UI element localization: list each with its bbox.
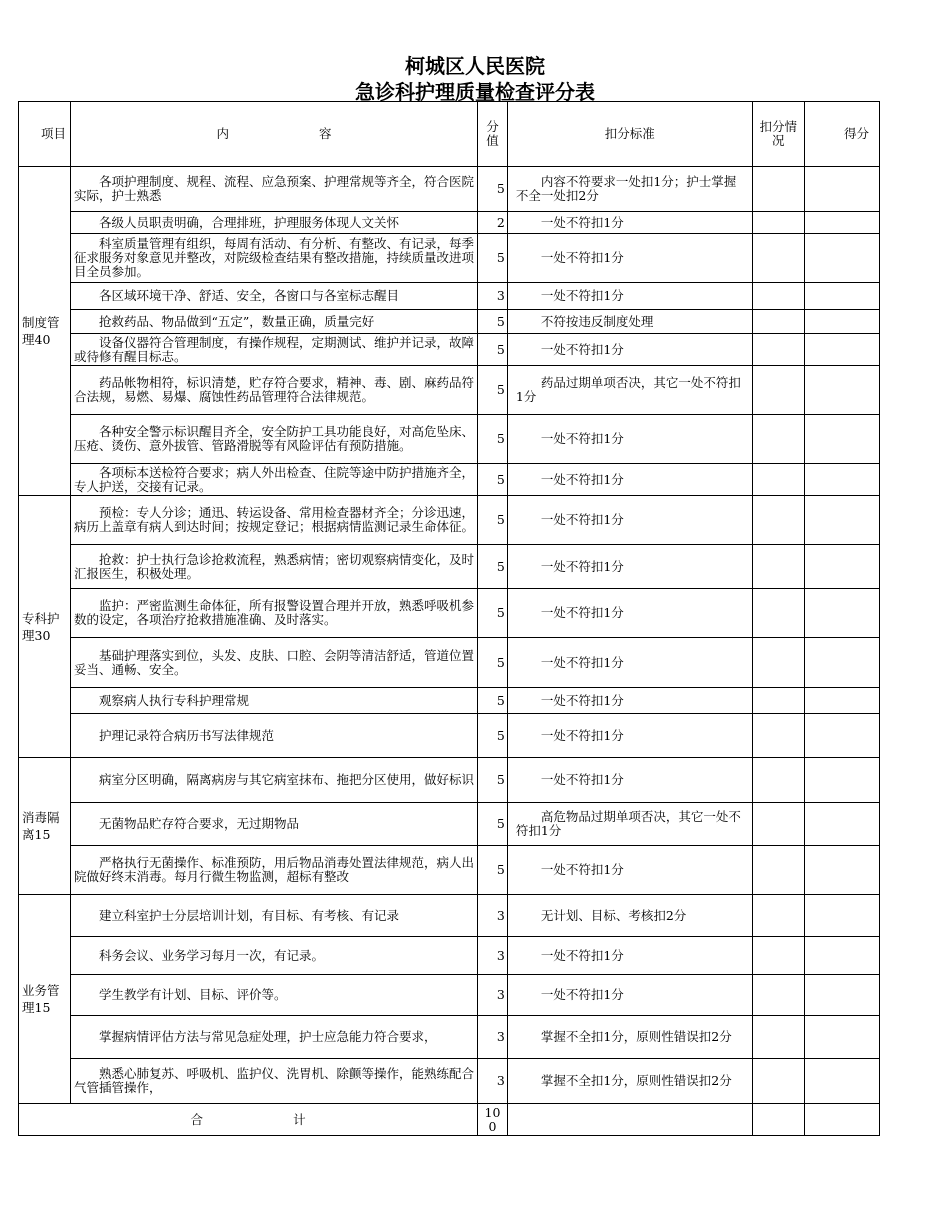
row-standard [507,212,752,234]
row-deduct-cell[interactable] [752,464,804,496]
row-got-cell[interactable] [804,1016,879,1059]
table-row [19,1059,880,1104]
row-standard [507,975,752,1016]
row-score: 5 [478,234,508,283]
header-deduct: 扣分情况 [752,102,804,167]
row-deduct-cell[interactable] [752,167,804,212]
row-got-cell[interactable] [804,167,879,212]
row-content: 预检：专人分诊；通迅、转运设备、常用检查器材齐全；分诊迅速，病历上盖章有病人到达时间；按规定登记；根据病情监测记录生命体征。 [70,496,477,545]
row-score: 5 [478,366,508,415]
row-deduct-cell[interactable] [752,366,804,415]
row-got-cell[interactable] [804,975,879,1016]
row-standard-text: 一处不符扣1分 [540,772,624,787]
row-deduct-cell[interactable] [752,334,804,366]
section-category: 业务管理15 [19,895,71,1104]
table-row [19,545,880,589]
row-standard [507,895,752,937]
row-standard [507,415,752,464]
row-deduct-cell[interactable] [752,310,804,334]
row-standard [507,688,752,714]
row-standard-text: 一处不符扣1分 [540,947,624,963]
row-standard-text: 一处不符扣1分 [540,471,624,487]
row-standard [507,937,752,975]
row-got-cell[interactable] [804,803,879,846]
header-standard: 扣分标准 [507,102,752,167]
row-content: 药品帐物相符，标识清楚，贮存符合要求，精神、毒、剧、麻药品符合法规，易燃、易爆、腐蚀性药品管理符合法律规范。 [70,366,477,415]
row-standard [507,1059,752,1104]
row-standard-text: 一处不符扣1分 [540,727,624,743]
row-score: 5 [478,589,508,638]
row-score: 5 [478,803,508,846]
row-got-cell[interactable] [804,334,879,366]
row-score: 5 [478,415,508,464]
row-got-cell[interactable] [804,366,879,415]
row-deduct-cell[interactable] [752,937,804,975]
row-standard [507,846,752,895]
row-score: 5 [478,464,508,496]
row-deduct-cell[interactable] [752,1016,804,1059]
total-label-b: 计 [293,1111,306,1127]
row-content: 护理记录符合病历书写法律规范 [70,714,477,758]
row-content: 严格执行无菌操作、标准预防，用后物品消毒处置法律规范，病人出院做好终末消毒。每月行微生物监测，超标有整改 [70,846,477,895]
row-got-cell[interactable] [804,464,879,496]
row-score: 3 [478,895,508,937]
row-score: 5 [478,310,508,334]
table-row [19,937,880,975]
row-deduct-cell[interactable] [752,714,804,758]
row-content: 观察病人执行专科护理常规 [70,688,477,714]
row-standard-text: 一处不符扣1分 [540,250,624,265]
row-content: 各项标本送检符合要求；病人外出检查、住院等途中防护措施齐全，专人护送，交接有记录。 [70,464,477,496]
row-standard-text: 一处不符扣1分 [540,692,624,708]
row-score: 5 [478,334,508,366]
row-content: 各区域环境干净、舒适、安全，各窗口与各室标志醒目 [70,283,477,310]
total-label-a: 合 [190,1111,204,1127]
row-content: 科务会议、业务学习每月一次，有记录。 [70,937,477,975]
row-got-cell[interactable] [804,688,879,714]
row-standard-text: 一处不符扣1分 [540,341,624,357]
row-deduct-cell[interactable] [752,758,804,803]
row-score: 5 [478,638,508,688]
row-got-cell[interactable] [804,589,879,638]
row-deduct-cell[interactable] [752,234,804,283]
row-content: 熟悉心肺复苏、呼吸机、监护仪、洗胃机、除颤等操作，能熟练配合气管插管操作， [70,1059,477,1104]
row-deduct-cell[interactable] [752,895,804,937]
table-row [19,758,880,803]
row-content: 掌握病情评估方法与常见急症处理，护士应急能力符合要求， [70,1016,477,1059]
row-deduct-cell[interactable] [752,803,804,846]
row-standard-text: 一处不符扣1分 [540,654,624,670]
section-category: 制度管理40 [19,167,71,496]
row-score: 3 [478,1016,508,1059]
hospital-name: 柯城区人民医院 [405,54,545,78]
row-standard [507,366,752,415]
row-deduct-cell[interactable] [752,415,804,464]
table-row [19,310,880,334]
row-standard-text: 一处不符扣1分 [540,605,624,620]
row-got-cell[interactable] [804,234,879,283]
row-standard [507,638,752,688]
table-row [19,846,880,895]
total-got-cell[interactable] [804,1104,879,1136]
row-deduct-cell[interactable] [752,846,804,895]
row-got-cell[interactable] [804,846,879,895]
row-score: 3 [478,937,508,975]
table-row [19,167,880,212]
row-score: 3 [478,1059,508,1104]
row-deduct-cell[interactable] [752,975,804,1016]
table-row [19,496,880,545]
row-standard [507,545,752,589]
form-title: 急诊科护理质量检查评分表 [355,80,595,104]
total-standard-cell [507,1104,752,1136]
header-score: 分值 [478,102,508,167]
row-content: 建立科室护士分层培训计划，有目标、有考核、有记录 [70,895,477,937]
table-row [19,464,880,496]
table-row [19,803,880,846]
row-deduct-cell[interactable] [752,545,804,589]
total-score: 100 [478,1104,508,1136]
row-standard [507,310,752,334]
row-standard [507,234,752,283]
section-category: 专科护理30 [19,496,71,758]
row-got-cell[interactable] [804,415,879,464]
row-score: 5 [478,714,508,758]
score-table [18,101,880,1136]
row-content: 病室分区明确，隔离病房与其它病室抹布、拖把分区使用，做好标识 [70,758,477,803]
table-row [19,975,880,1016]
row-got-cell[interactable] [804,937,879,975]
row-standard-text: 一处不符扣1分 [540,862,624,877]
row-content: 设备仪器符合管理制度，有操作规程，定期测试、维护并记录，故障或待修有醒目标志。 [70,334,477,366]
row-score: 5 [478,758,508,803]
row-got-cell[interactable] [804,758,879,803]
row-content: 抢救药品、物品做到“五定”，数量正确，质量完好 [70,310,477,334]
row-deduct-cell[interactable] [752,496,804,545]
row-got-cell[interactable] [804,310,879,334]
row-standard [507,334,752,366]
total-row [19,1104,880,1136]
row-standard-text: 药品过期单项否决，其它一处不符扣1分 [515,375,741,404]
row-score: 5 [478,496,508,545]
row-score: 5 [478,545,508,589]
row-standard [507,589,752,638]
row-got-cell[interactable] [804,638,879,688]
row-score: 5 [478,846,508,895]
row-standard [507,758,752,803]
table-row [19,1016,880,1059]
row-standard [507,714,752,758]
row-content: 无菌物品贮存符合要求，无过期物品 [70,803,477,846]
row-got-cell[interactable] [804,545,879,589]
table-row [19,234,880,283]
row-standard-text: 一处不符扣1分 [540,214,624,230]
table-row [19,334,880,366]
row-deduct-cell[interactable] [752,283,804,310]
row-score: 2 [478,212,508,234]
table-row [19,366,880,415]
row-deduct-cell[interactable] [752,638,804,688]
row-content: 各项护理制度、规程、流程、应急预案、护理常规等齐全，符合医院实际，护士熟悉 [70,167,477,212]
row-standard-text: 掌握不全扣1分，原则性错误扣2分 [540,1029,732,1044]
row-got-cell[interactable] [804,714,879,758]
row-content: 监护：严密监测生命体征，所有报警设置合理并开放，熟悉呼吸机参数的设定，各项治疗抢救措施准确、及时落实。 [70,589,477,638]
row-standard [507,167,752,212]
row-content: 各级人员职责明确，合理排班，护理服务体现人文关怀 [70,212,477,234]
row-standard [507,283,752,310]
row-standard-text: 掌握不全扣1分，原则性错误扣2分 [540,1073,732,1088]
row-standard [507,1016,752,1059]
table-row [19,688,880,714]
row-standard [507,496,752,545]
row-score: 5 [478,167,508,212]
table-row [19,589,880,638]
row-standard [507,803,752,846]
row-got-cell[interactable] [804,496,879,545]
row-got-cell[interactable] [804,1059,879,1104]
row-standard-text: 无计划、目标、考核扣2分 [540,907,687,923]
row-standard-text: 一处不符扣1分 [540,288,624,303]
table-row [19,415,880,464]
row-standard-text: 一处不符扣1分 [540,558,624,574]
row-got-cell[interactable] [804,283,879,310]
row-standard-text: 内容不符要求一处扣1分；护士掌握不全一处扣2分 [515,174,737,203]
row-standard [507,464,752,496]
row-deduct-cell[interactable] [752,589,804,638]
row-score: 3 [478,283,508,310]
section-category: 消毒隔离15 [19,758,71,895]
row-standard-text: 一处不符扣1分 [540,431,624,446]
row-standard-text: 一处不符扣1分 [540,512,624,527]
row-got-cell[interactable] [804,895,879,937]
total-deduct-cell[interactable] [752,1104,804,1136]
table-row [19,283,880,310]
row-standard-text: 不符按违反制度处理 [540,313,654,329]
table-row [19,895,880,937]
row-content: 各种安全警示标识醒目齐全，安全防护工具功能良好，对高危坠床、压疮、烫伤、意外拔管、管路滑脱等有风险评估有预防措施。 [70,415,477,464]
row-deduct-cell[interactable] [752,1059,804,1104]
row-content: 抢救：护士执行急诊抢救流程，熟悉病情；密切观察病情变化，及时汇报医生，积极处理。 [70,545,477,589]
row-got-cell[interactable] [804,212,879,234]
row-content: 基础护理落实到位，头发、皮肤、口腔、会阴等清洁舒适，管道位置妥当、通畅、安全。 [70,638,477,688]
row-score: 3 [478,975,508,1016]
row-score: 5 [478,688,508,714]
row-deduct-cell[interactable] [752,688,804,714]
header-content: 内 容 [70,102,477,167]
header-got: 得分 [804,102,879,167]
table-row [19,638,880,688]
table-row [19,714,880,758]
row-content: 学生教学有计划、目标、评价等。 [70,975,477,1016]
total-label [19,1104,478,1136]
row-content: 科室质量管理有组织，每周有活动、有分析、有整改、有记录，每季征求服务对象意见并整改，对院级检查结果有整改措施，持续质量改进项目全员参加。 [70,234,477,283]
header-row [19,102,880,167]
table-row [19,212,880,234]
row-standard-text: 高危物品过期单项否决，其它一处不符扣1分 [515,809,741,838]
row-standard-text: 一处不符扣1分 [540,987,624,1002]
row-deduct-cell[interactable] [752,212,804,234]
header-item: 项目 [19,102,71,167]
